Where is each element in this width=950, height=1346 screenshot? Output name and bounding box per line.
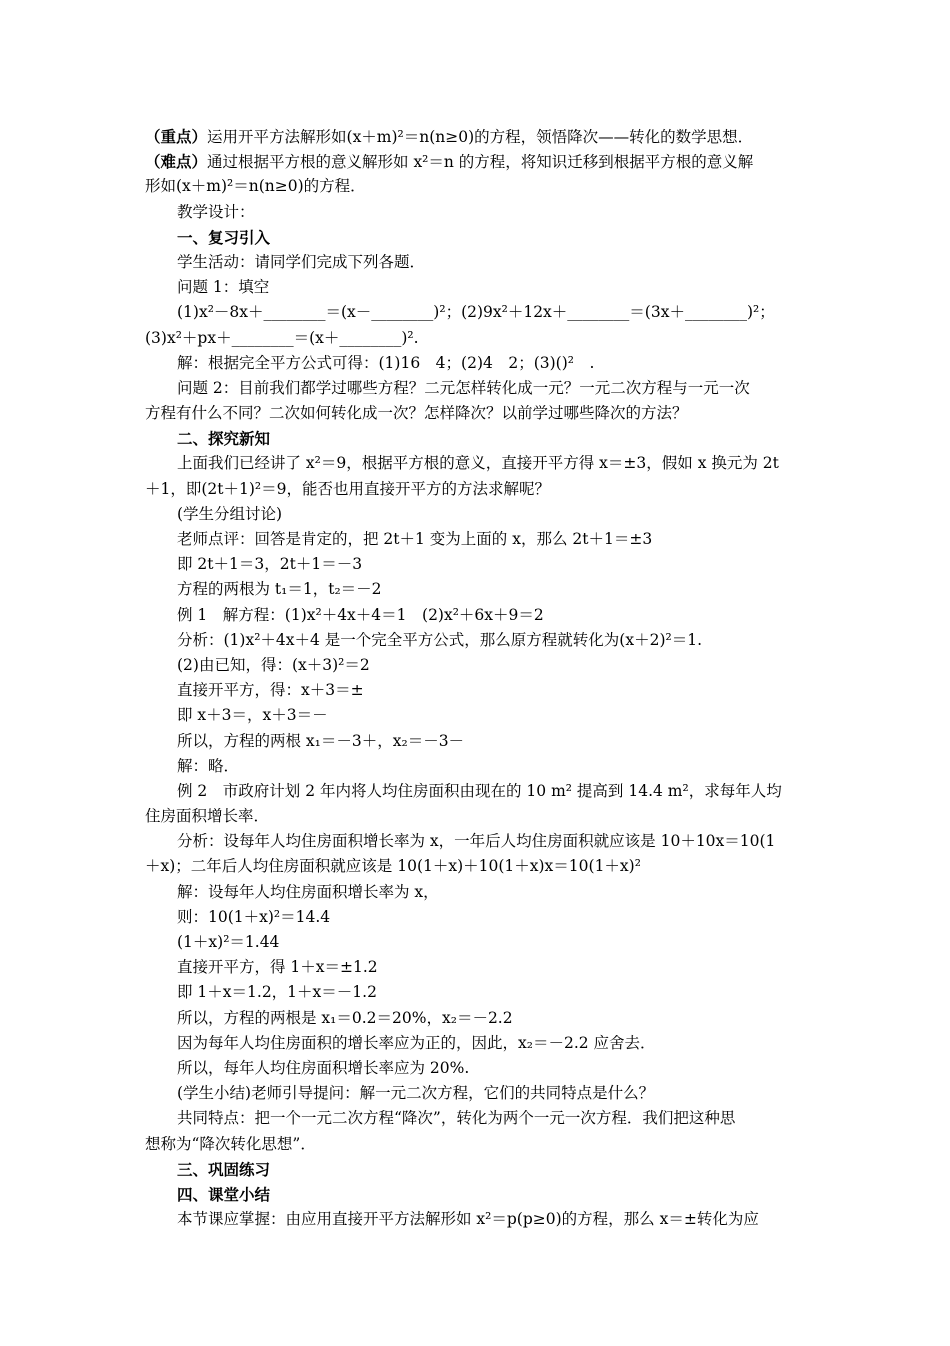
text-line: 解：略． <box>177 756 240 775</box>
text-line: (学生分组讨论) <box>177 504 283 523</box>
text-line: 问题 1：填空 <box>177 278 270 297</box>
text-line: 形如(x＋m)²＝n(n≥0)的方程． <box>145 177 366 196</box>
text-line: 解：设每年人均住房面积增长率为 x， <box>177 882 439 901</box>
section-heading: 二、探究新知 <box>177 429 271 449</box>
text-line: 解：根据完全平方公式可得：(1)16 4；(2)4 2；(3)()² . <box>177 353 595 372</box>
text-line: 共同特点：把一个一元二次方程“降次”，转化为两个一元一次方程．我们把这种思 <box>177 1109 736 1128</box>
text-line: 住房面积增长率． <box>145 807 270 826</box>
text-line: ＋x)；二年后人均住房面积就应该是 10(1＋x)＋10(1＋x)x＝10(1＋x)² <box>145 857 641 876</box>
text-line <box>145 124 807 149</box>
text-line: 方程的两根为 t₁＝1，t₂＝－2 <box>177 580 382 599</box>
text-line: (3)x²＋px＋________＝(x＋________)². <box>145 328 419 347</box>
text-line: (2)由已知，得：(x＋3)²＝2 <box>177 655 370 674</box>
text-line: 即 x＋3＝，x＋3＝－ <box>177 706 328 725</box>
section-heading: 一、复习引入 <box>177 227 271 247</box>
text-line: 即 2t＋1＝3，2t＋1＝－3 <box>177 555 363 574</box>
text-segment: 通过根据平方根的意义解形如 x²＝n 的方程，将知识迁移到根据平方根的意义解 <box>207 153 754 172</box>
text-line: ＋1，即(2t＋1)²＝9，能否也用直接开平方的方法求解呢？ <box>145 479 550 498</box>
text-line: 分析：(1)x²＋4x＋4 是一个完全平方公式，那么原方程就转化为(x＋2)²＝1. <box>177 630 703 649</box>
text-line: 直接开平方，得：x＋3＝± <box>177 681 364 700</box>
text-line: 上面我们已经讲了 x²＝9，根据平方根的意义，直接开平方得 x＝±3，假如 x 换元为 2t <box>177 454 779 473</box>
text-line: 直接开平方，得 1＋x＝±1.2 <box>177 958 378 977</box>
text-line: 学生活动：请同学们完成下列各题． <box>177 252 426 271</box>
text-line: 分析：设每年人均住房面积增长率为 x，一年后人均住房面积就应该是 10＋10x＝10(1 <box>177 832 776 851</box>
text-line: 本节课应掌握：由应用直接开平方法解形如 x²＝p(p≥0)的方程，那么 x＝±转化为应 <box>177 1210 759 1229</box>
text-line: 因为每年人均住房面积的增长率应为正的，因此，x₂＝－2.2 应舍去． <box>177 1033 656 1052</box>
text-line: 所以，方程的两根是 x₁＝0.2＝20%，x₂＝－2.2 <box>177 1008 513 1027</box>
text-line: (学生小结)老师引导提问：解一元二次方程，它们的共同特点是什么？ <box>177 1084 655 1103</box>
text-line: 问题 2：目前我们都学过哪些方程？二元怎样转化成一元？一元二次方程与一元一次 <box>177 378 750 397</box>
text-line: 所以，方程的两根 x₁＝－3＋，x₂＝－3－ <box>177 731 465 750</box>
text-line: 老师点评：回答是肯定的，把 2t＋1 变为上面的 x，那么 2t＋1＝±3 <box>177 530 653 548</box>
text-line: 所以，每年人均住房面积增长率应为 20%. <box>177 1058 470 1077</box>
text-line: 方程有什么不同？二次如何转化成一次？怎样降次？以前学过哪些降次的方法？ <box>145 404 688 423</box>
text-line: (1)x²－8x＋________＝(x－________)²；(2)9x²＋12x＋________＝(3x＋________)²； <box>177 303 775 322</box>
text-line: 想称为“降次转化思想”． <box>145 1134 316 1153</box>
text-line: (1＋x)²＝1.44 <box>177 933 280 951</box>
text-line: 例 1 解方程：(1)x²＋4x＋4＝1 (2)x²＋6x＋9＝2 <box>177 605 544 624</box>
text-line: 则：10(1＋x)²＝14.4 <box>177 907 331 926</box>
text-segment: 运用开平方法解形如(x＋m)²＝n(n≥0)的方程，领悟降次——转化的数学思想． <box>207 128 754 146</box>
emphasis-label: （难点） <box>145 152 208 172</box>
document-body <box>145 124 807 1232</box>
text-line: 即 1＋x＝1.2，1＋x＝－1.2 <box>177 983 377 1002</box>
text-line: 例 2 市政府计划 2 年内将人均住房面积由现在的 10 m² 提高到 14.4 m²，求每年人均 <box>177 781 782 800</box>
section-heading: 三、巩固练习 <box>177 1159 271 1179</box>
emphasis-label: （重点） <box>145 127 208 146</box>
text-line: 教学设计： <box>177 202 255 221</box>
section-heading: 四、课堂小结 <box>177 1184 271 1204</box>
text-line <box>145 149 807 174</box>
